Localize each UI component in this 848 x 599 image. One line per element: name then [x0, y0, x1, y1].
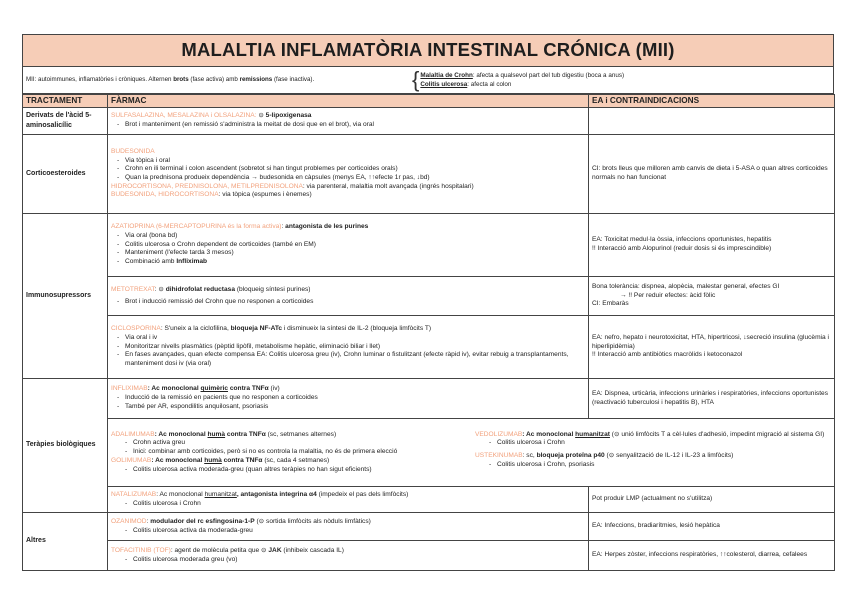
ust-t2: (⊝ senyalització de IL-12 i IL-23 a limfòcits) [604, 452, 734, 460]
ea-azatioprina [589, 214, 835, 277]
nat-u: humanitzat [204, 490, 237, 498]
list-item: - També per AR, espondilitis anquilosant, psoriasis [111, 403, 585, 412]
intro-brots: brots [173, 75, 189, 83]
farmac-ciclosporina [108, 316, 589, 379]
drug-ozanimod: OZANIMOD [111, 517, 147, 525]
mech-5lox: 5-lipoxigenasa [265, 112, 312, 120]
nat-t1: : Ac monoclonal [156, 490, 205, 498]
cic-mech: bloqueja NF-ATc [230, 325, 283, 333]
drug-sulfasalazina: SULFASALAZINA, MESALAZINA i OLSALAZINA: [111, 112, 259, 120]
ved-t1: : Ac monoclonal [522, 430, 576, 438]
list-item: - Manteniment (l'efecte tarda 3 mesos) [111, 249, 585, 258]
ea-cortico: CI: brots lleus que milloren amb canvis de dieta i 5-ASA o quan altres corticoides normals no han funcionat [589, 135, 835, 214]
mtx-text: (bloqueig síntesi purines) [235, 285, 311, 293]
ea-line: !! Interacció amb antibiòtics macròlids i ketoconazol [592, 351, 743, 359]
drug-vedolizumab: VEDOLIZUMAB [475, 430, 523, 438]
row-metotrexat [23, 277, 835, 316]
brace-symbol: { [412, 67, 420, 92]
col-ved-ust [467, 431, 831, 475]
list-item: - Inici: combinar amb corticoides, però si no es controla la malaltia, no és de primera elecció [111, 448, 467, 457]
drug-natalizumab: NATALIZUMAB [111, 490, 157, 498]
row-tofacitinib [23, 541, 835, 571]
cat-altres: Altres [23, 513, 108, 571]
inhibit-sign: ⊝ [258, 112, 266, 120]
oza-mech: modulador del rc esfingosina-1-P [150, 517, 255, 525]
header-ea: EA i CONTRAINDICACIONS [589, 95, 835, 108]
intro-text-a: MII: autoimmunes, inflamatòries i cròniques. Alternen [26, 75, 174, 83]
ada-u: humà [207, 430, 226, 438]
row-biologics-multi [23, 419, 835, 487]
drug-adalimumab: ADALIMUMAB [111, 430, 155, 438]
ust-t1: : sc, [522, 452, 537, 460]
gol-u: humà [204, 456, 222, 464]
row-cortico [23, 135, 835, 214]
list-item: - Via tòpica i oral [111, 157, 585, 166]
drug-ciclosporina: CICLOSPORINA [111, 325, 161, 333]
mtx-mech: dihidrofolat reductasa [165, 285, 235, 293]
ada-t3: (sc, setmanes alternes) [265, 430, 337, 438]
nat-t2: , antagonista integrina α4 [236, 490, 317, 498]
row-ozanimod [23, 513, 835, 541]
list-item: - Quan la prednisona produeix dependència → budesonida en càpsules (menys EA, ↑↑efecte 1r pas, ↓bd) [111, 174, 585, 183]
cat-bio: Teràpies biològiques [23, 379, 108, 513]
drug-golimumab: GOLIMUMAB [111, 456, 152, 464]
oza-t1: : [146, 517, 151, 525]
mtx-sep: : ⊝ [154, 285, 166, 293]
farmac-tofacitinib [108, 541, 589, 571]
aza-mech: antagonista de les purines [285, 223, 369, 231]
gol-t3: (sc, cada 4 setmanes) [262, 456, 330, 464]
list-item [111, 258, 585, 267]
drug-metotrexat: METOTREXAT [111, 285, 155, 293]
tof-t1: : agent de molècula petita que ⊝ [170, 546, 269, 554]
ea-infliximab: EA: Dispnea, urticària, infeccions urinàries i respiratòries, infeccions oportunistes (reactivació tuberculosi i hepatitis B), HTA [589, 379, 835, 419]
cic-text2: i disminueix la síntesi de IL-2 (bloqueja limfòcits T) [282, 325, 432, 333]
ada-t2: contra TNFα [225, 430, 266, 438]
drug-ustekinumab: USTEKINUMAB [475, 452, 523, 460]
farmac-natalizumab [108, 487, 589, 513]
col-ada-gol [111, 431, 467, 475]
row-infliximab [23, 379, 835, 419]
ea-tofacitinib: EA: Herpes zòster, infeccions respiratòries, ↑↑colesterol, diarrea, cefalees [589, 541, 835, 571]
cic-text1: : S'uneix a la ciclofilina, [160, 325, 231, 333]
intro-text [23, 67, 412, 93]
gol-t2: contra TNFα [221, 456, 263, 464]
list-item: - Colitis ulcerosa activa da moderada-greu [111, 527, 585, 536]
document [22, 34, 834, 571]
row-natalizumab [23, 487, 835, 513]
ea-line: EA: nefro, hepato i neurotoxicitat, HTA, hipertricosi, ↓secreció insulina (glucèmia i hiperlipidèmia) [592, 333, 829, 350]
aza-l4a: Combinació amb [125, 258, 177, 266]
cat-immuno: Immunosupressors [23, 214, 108, 379]
page-title: MALALTIA INFLAMATÒRIA INTESTINAL CRÓNICA (MII) [22, 34, 834, 67]
inf-t1: : Ac monoclonal [147, 385, 201, 393]
ea-aminosalicilic [589, 108, 835, 135]
list-item: - Brot i manteniment (en remissió s'administra la meitat de dosi que en el brot), via oral [111, 121, 585, 130]
list-item: - Inducció de la remissió en pacients que no responen a corticoides [111, 394, 585, 403]
colitis-label: Colitis ulcerosa [420, 81, 468, 88]
farmac-infliximab [108, 379, 589, 419]
crohn-label: Malaltia de Crohn [420, 71, 473, 79]
drug-hidrocortisona: HIDROCORTISONA, PREDNISOLONA, METILPREDNISOLONA [111, 182, 303, 190]
row-azatioprina [23, 214, 835, 277]
ea-natalizumab: Pot produir LMP (actualment no s'utilitza) [589, 487, 835, 513]
drug-tofacitinib: TOFACITINIB (TOF) [111, 546, 171, 554]
row-aminosalicilic [23, 108, 835, 135]
header-row [23, 95, 835, 108]
list-item: - Via oral (bona bd) [111, 232, 585, 241]
row-ciclosporina [23, 316, 835, 379]
aza-l4b: Infliximab [176, 258, 208, 266]
gol-t1: : Ac monoclonal [151, 456, 205, 464]
cat-aminosalicilic: Derivats de l'àcid 5-aminosalicílic [23, 108, 108, 135]
drug-azatioprina: AZATIOPRINA (6-MERCAPTOPURINA és la forma activa) [111, 223, 282, 231]
farmac-ozanimod [108, 513, 589, 541]
aza-sep: : [281, 223, 286, 231]
inf-t2: contra TNFα [228, 385, 269, 393]
inf-t3: (iv) [268, 385, 280, 393]
ea-line: Bona tolerància: dispnea, alopècia, malestar general, efectes GI [592, 282, 780, 290]
ved-t2: (⊝ unió limfòcits T a cèl·lules d'adhesió, impedint migració al sistema GI) [609, 430, 825, 438]
farmac-azatioprina [108, 214, 589, 277]
inf-u: quimèric [200, 385, 229, 393]
farmac-cortico [108, 135, 589, 214]
ust-mech: bloqueja proteïna p40 [536, 452, 605, 460]
header-farmac: FÀRMAC [108, 95, 589, 108]
ea-line: CI: Embaràs [592, 300, 629, 308]
crohn-text: : afecta a qualsevol part del tub digestiu (boca a anus) [472, 71, 625, 79]
ea-line: !! Interacció amb Alopurinol (reduir dosis si és imprescindible) [592, 245, 772, 252]
farmac-biologics-multi [108, 419, 835, 487]
list-item: - Colitis ulcerosa i Crohn [475, 439, 831, 448]
tof-t2: (inhibeix cascada IL) [281, 546, 344, 554]
drug-infliximab: INFLIXIMAB [111, 385, 148, 393]
farmac-aminosalicilic [108, 108, 589, 135]
header-tractament: TRACTAMENT [23, 95, 108, 108]
intro-row [22, 67, 834, 94]
intro-text-c: (fase inactiva). [272, 75, 315, 83]
ada-t1: : Ac monoclonal [154, 430, 208, 438]
oza-t2: (⊝ sortida limfòcits als nòduls limfàtics) [254, 517, 371, 525]
list-item: - Via oral i iv [111, 334, 585, 343]
list-item: - Colitis ulcerosa moderada greu (vo) [111, 556, 585, 565]
ea-line: → !! Per reduir efectes: àcid fòlic [620, 291, 716, 299]
ea-metotrexat [589, 277, 835, 316]
list-item: - En fases avançades, quan efecte compensa EA: Colitis ulcerosa greu (iv), Crohn luminar o fistulitzant (efecte ràpid iv), evitar rebuig a transplantaments, manteniment dosi iv (via oral) [111, 351, 585, 368]
nat-t3: (impedeix el pas dels limfòcits) [316, 490, 409, 498]
hidro-text: : via parenteral, malaltia molt avançada (ingrés hospitalari) [302, 182, 474, 190]
drug-budesonida-topica: BUDESONIDA, HIDROCORTISONA [111, 191, 219, 199]
intro-definitions [412, 67, 624, 93]
cat-cortico: Corticoesteroides [23, 135, 108, 214]
list-item: - Brot i inducció remissió del Crohn que no responen a corticoides [111, 298, 585, 307]
drug-budesonida: BUDESONIDA [111, 147, 155, 155]
list-item: - Crohn en ili terminal i colon ascendent (sobretot si han tingut problemes per corticoides orals) [111, 165, 585, 174]
ea-ozanimod: EA: Infeccions, bradiarítmies, lesió hepàtica [589, 513, 835, 541]
list-item: - Colitis ulcerosa i Crohn [111, 500, 585, 509]
list-item: - Monitoritzar nivells plasmàtics (pèptid lipòfil, metabolisme hepàtic, eliminació biliar i llet) [111, 343, 585, 352]
list-item: - Colitis ulcerosa o Crohn dependent de corticoides (també en EM) [111, 241, 585, 250]
intro-text-b: (fase activa) amb [188, 75, 240, 83]
ea-line: EA: Toxicitat medul·la òssia, infeccions oportunistes, hepatitis [592, 236, 772, 244]
ea-ciclosporina [589, 316, 835, 379]
bud2-text: : via tòpica (espumes i ènemes) [218, 191, 312, 199]
tof-mech: JAK [268, 546, 282, 554]
list-item: - Crohn activa greu [111, 439, 467, 448]
list-item: - Colitis ulcerosa i Crohn, psoriasis [475, 461, 831, 470]
treatment-table [22, 94, 835, 571]
list-item: - Colitis ulcerosa activa moderada-greu (quan altres teràpies no han sigut eficients) [111, 466, 467, 475]
farmac-metotrexat [108, 277, 589, 316]
colitis-text: : afecta al colon [467, 81, 512, 88]
ved-u: humanitzat [575, 430, 610, 438]
intro-remissions: remissions [239, 75, 273, 83]
